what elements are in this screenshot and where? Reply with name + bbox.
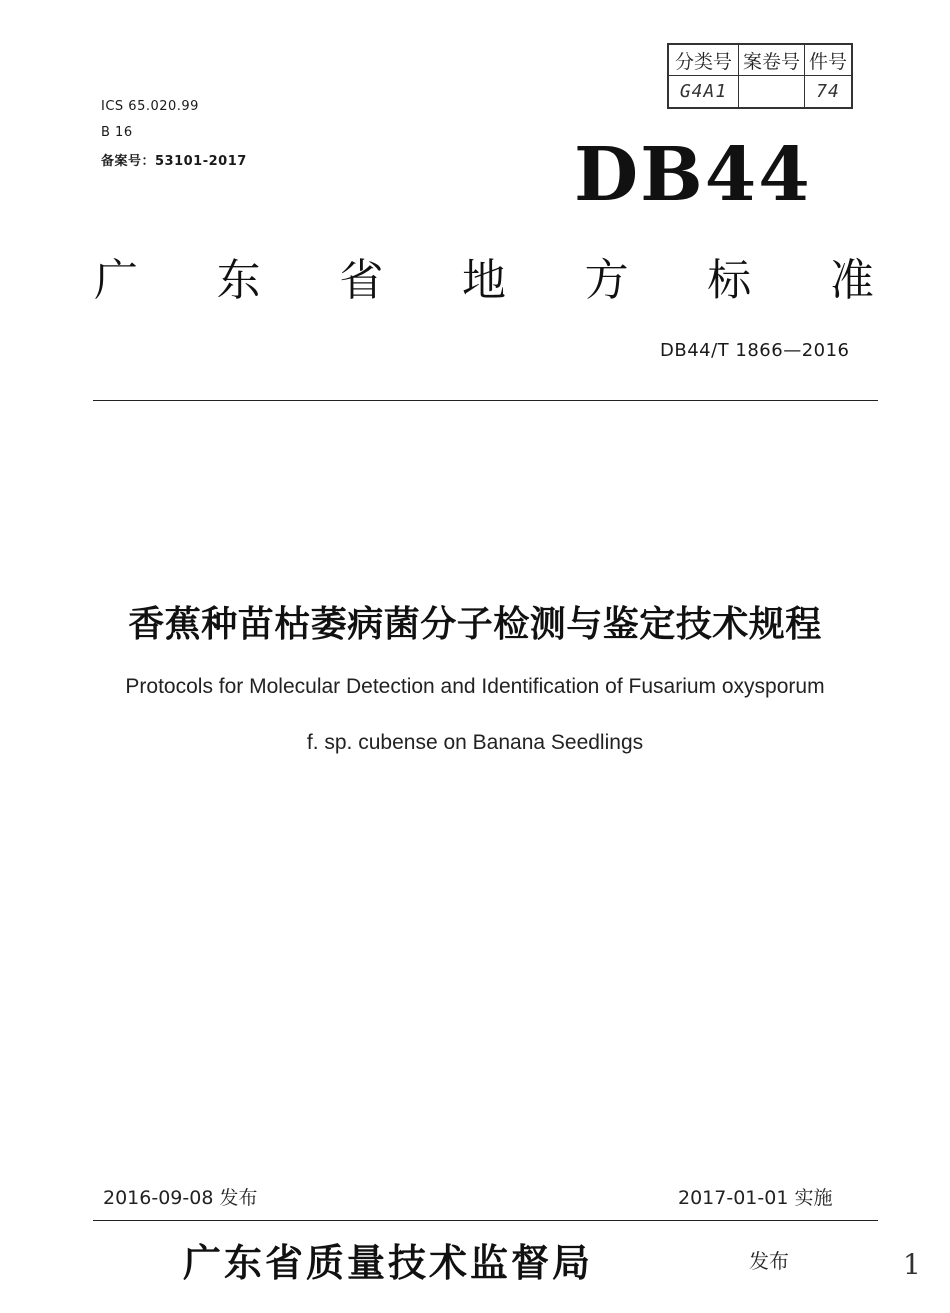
standard-type-title — [94, 244, 874, 308]
standard-type-char: 地 — [461, 255, 506, 306]
standard-type-char: 东 — [216, 255, 261, 306]
stamp-header-category: 分类号 — [669, 45, 739, 76]
title-english-line2: f. sp. cubense on Banana Seedlings — [306, 731, 644, 754]
ccs-code: B 16 — [101, 125, 133, 140]
standard-type-char: 准 — [829, 255, 874, 306]
issue-date: 2016-09-08 发布 — [103, 1187, 258, 1209]
stamp-value-item: 74 — [816, 81, 840, 102]
stamp-value-category: G4A1 — [669, 76, 739, 107]
stamp-header-file: 案卷号 — [739, 45, 805, 76]
standard-type-char: 方 — [584, 255, 629, 306]
archive-stamp-table — [667, 43, 853, 109]
title-english-line1: Protocols for Molecular Detection and Identification of Fusarium oxysporum — [125, 675, 825, 698]
standard-type-char: 广 — [94, 255, 138, 306]
ics-code: ICS 65.020.99 — [101, 99, 199, 114]
top-divider — [93, 400, 878, 401]
bottom-divider — [93, 1220, 878, 1221]
standard-mark: DB44 — [574, 132, 812, 218]
implementation-date: 2017-01-01 实施 — [678, 1187, 833, 1209]
standard-type-char: 省 — [339, 255, 384, 306]
publish-label: 发布 — [749, 1249, 789, 1273]
stamp-value-file — [739, 76, 805, 107]
stamp-header-item: 件号 — [805, 45, 851, 76]
standard-type-char: 标 — [707, 255, 752, 306]
standard-number: DB44/T 1866—2016 — [660, 340, 850, 361]
issuing-authority: 广东省质量技术监督局 — [183, 1240, 594, 1285]
title-chinese: 香蕉种苗枯萎病菌分子检测与鉴定技术规程 — [128, 604, 822, 645]
page-number: 1 — [903, 1248, 921, 1281]
filing-number: 备案号：53101-2017 — [101, 154, 247, 169]
